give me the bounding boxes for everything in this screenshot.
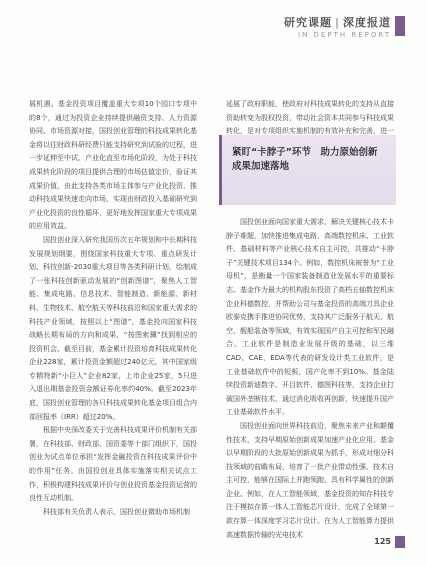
left-paragraph-3: 根据中央深改委关于完善科技成果评价机制有关部署，在科技部、财政部、国资委等十部门组织下，国投创业为试点单位承担“发挥金融投资在科技成果评价中的作用”任务。由国投创业具体实施落实相关试点工作，积极构建科技成果评价与创业投资基金投资运营的良性互动机制。: [29, 426, 197, 503]
right-paragraph-1: 国投创业面向国家重大需求，解决关键核心技术卡脖子难题，加快推进集成电路、高端数控机床、工业软件、基础材料等产业核心技术自主可控，共推动“卡脖子”关键技术项目134个。例如，数控机床被誉为“工业母机”，是衡量一个国家装备制造业发展水平的重要标志。基金作为最大的机构股东投资了高档五轴数控机床企业科德数控，并帮助公司与基金投资的高端刀具企业欧泰克携手推进协同优势，支持其广泛服务于航天、航空、舰船装备等领域，有效实现国产自主可控和军民融合。工业软件是制造业发展升级的基础，以三维CAD、CAE、EDA等代表的研发设计类工业软件，是工业基础软件中的短板，国产化率不到10%。基金陆续投资新迪数字、开目软件、德图科技等，支持企业打破国外垄断技术，通过消化吸收再创新，快速提升国产工业基础软件水平。: [226, 218, 394, 417]
header-title: [284, 14, 391, 30]
header-english: IN DEPTH REPORT: [298, 31, 391, 39]
header-subsection: 深度报道: [343, 16, 391, 29]
running-header: [284, 14, 391, 39]
page-number-accent-bar: [395, 536, 405, 548]
right-paragraph-2: 国投创业面向世界科技前沿，聚焦未来产业和颠覆性技术，支持早期原始创新成果加速产业化应用。基金以早期阶段的大批原始创新成果为抓手，形成对细分科技领域的前瞻布局，培育了一批产业带动性强、技术自主可控、能够在国际上并跑领跑、具有科学属性的创新企业。例如，在人工智能领域，基金投资的知存科技专注于模拟存算一体人工智能芯片设计，完成了全球第一款存算一体深度学习芯片设计。在为人工智能算力提供高速数据传输的光电技术: [226, 421, 394, 539]
left-paragraph-1: 展机遇。基金投资项目覆盖重大专项10个园口专项中的8个，通过为投资企业持续提供融资支持、人力资源协同、市场资源对接，国投创业管理的科技成果转化基金将以往财政科研经费只能支持研究到试验的过程，进一步延伸至中试、产业化直至市场化阶段，为处于科技成果转化阶段的项目提供合理的市场估值定价，验证其成果价值，由此支持各类市场主体参与产业化投资，推动科技成果快速走向市场，实现由财政投入基础研究到产业化投资的良性循环，更好地发挥国家重大专项成果的应用效益。: [29, 100, 197, 231]
section-heading: 紧盯“卡脖子”环节 助力原始创新成果加速落地: [232, 147, 378, 172]
left-paragraph-4: 科技部有关负责人表示，国投创业微助市场机制: [43, 507, 190, 516]
page-number: 125: [374, 537, 391, 546]
section-heading-box: [219, 135, 396, 205]
left-paragraph-2: 国投创业深入研究我国历次五年规划和中长期科技发展规划纲要，围绕国家科技重大专项、重点研发计划、科技创新-2030重大项目等各类科研计划，绘制成了一张科技创新驱动发展的“创新图谱”，聚焦人工智能、集成电路、信息技术、智能制造、新能源、新材料、生物技术、航空航天等科技前沿和国家重大需求的科技产业领域，按照以上“图谱”，基金投向国家科技战略长期布局的方向和成果，“按图索骥”找到相应的投资机会。截至目前，基金累计投资培育科技成果转化企业228家，累计投资金额超过240亿元，其中国家级专精特新“小巨人”企业82家，上市企业25家，5只进入退出期基金投资金额证券化率约40%。截至2023年底，国投创业管理的各只科技成果转化基金项目组合内部回报率（IRR）超过20%。: [29, 235, 197, 421]
header-accent-bar: [395, 16, 405, 36]
header-section: 研究课题: [283, 16, 332, 29]
right-body-column: [226, 216, 394, 542]
header-separator: |: [334, 16, 340, 29]
right-top-paragraph: 延展了政府职能，使政府对科技成果转化的支持从直接资助转变为股权投资，带动社会资本共同参与科技成果转化，是对专项组织实施机制的有效补充和完善，进一: [226, 100, 394, 136]
left-column: [29, 98, 197, 519]
